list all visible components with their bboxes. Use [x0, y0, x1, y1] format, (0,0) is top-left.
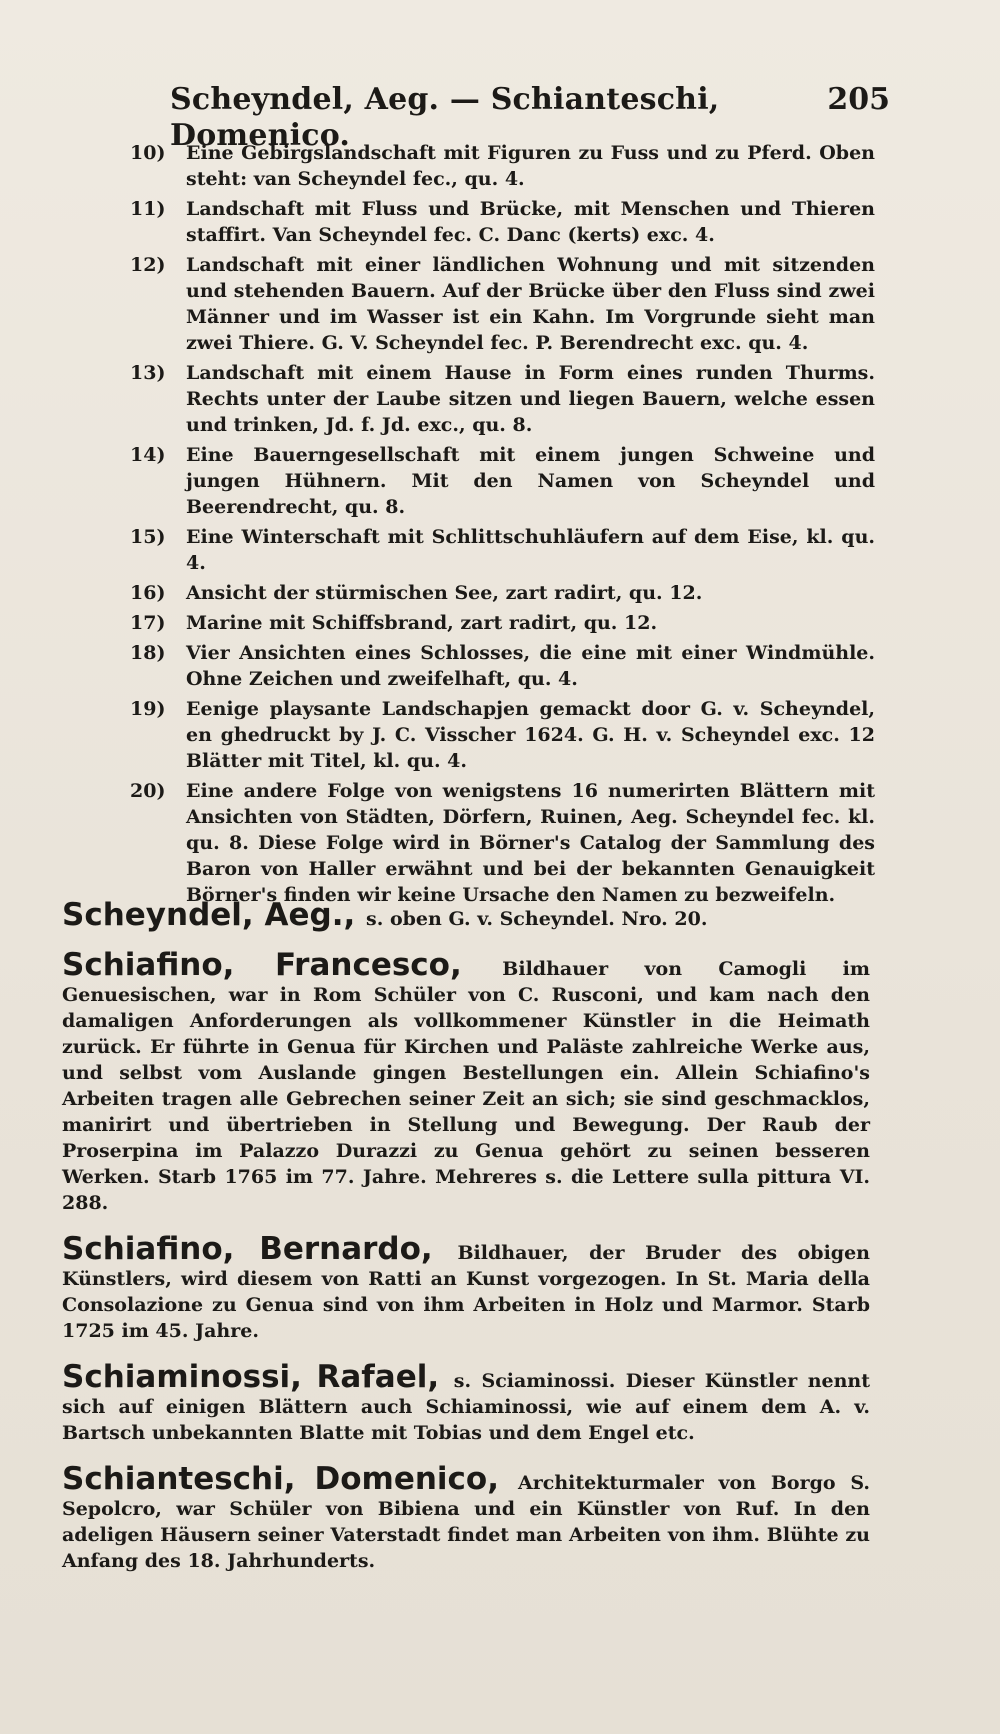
entry-number: 15): [130, 526, 166, 548]
list-item: [130, 252, 875, 356]
artist-description: s. oben G. v. Scheyndel. Nro. 20.: [366, 908, 708, 930]
entry-text: Eine Winterschaft mit Schlittschuhläufern auf dem Eise, kl. qu. 4.: [186, 526, 875, 574]
entry-text: Ansicht der stürmischen See, zart radirt, qu. 12.: [186, 582, 703, 604]
entry-text: Eine andere Folge von wenigstens 16 numerirten Blättern mit Ansichten von Städten, Dörfern, Ruinen, Aeg. Scheyndel fec. kl. qu. 8. Diese Folge wird in Börner's Catalog der Sammlung des Baron von Haller erwähnt und bei der bekannten Genauigkeit Börner's finden wir keine Ursache den Namen zu bezweifeln.: [186, 780, 875, 906]
entry-number: 20): [130, 780, 166, 802]
entry-number: 10): [130, 142, 166, 164]
list-item: [130, 196, 875, 248]
entry-text: Eenige playsante Landschapjen gemackt door G. v. Scheyndel, en ghedruckt by J. C. Visscher 1624. G. H. v. Scheyndel exc. 12 Blätter mit Titel, kl. qu. 4.: [186, 698, 875, 772]
list-item: [130, 610, 875, 636]
entry-number: 14): [130, 444, 166, 466]
entry-number: 16): [130, 582, 166, 604]
list-item: [130, 140, 875, 192]
list-item: [130, 696, 875, 774]
entry-text: Marine mit Schiffsbrand, zart radirt, qu. 12.: [186, 612, 658, 634]
artist-description: Architekturmaler von Borgo S. Sepolcro, war Schüler von Bibiena und ein Künstler von Ruf. In den adeligen Häusern seiner Vaterstadt findet man Arbeiten von ihm. Blühte zu Anfang des 18. Jahrhunderts.: [62, 1472, 870, 1572]
artist-description: Bildhauer, der Bruder des obigen Künstlers, wird diesem von Ratti an Kunst vorgezogen. In St. Maria della Consolazione zu Genua sind von ihm Arbeiten in Holz und Marmor. Starb 1725 im 45. Jahre.: [62, 1242, 870, 1342]
list-item: [130, 640, 875, 692]
entry-number: 18): [130, 642, 166, 664]
artist-entries: [62, 897, 871, 1592]
entry-number: 19): [130, 698, 166, 720]
artist-description: Bildhauer von Camogli im Genuesischen, war in Rom Schüler von C. Rusconi, und kam nach den damaligen Anforderungen als vollkommener Künstler in die Heimath zurück. Er führte in Genua für Kirchen und Paläste zahlreiche Werke aus, und selbst vom Auslande gingen Bestellungen ein. Allein Schiafino's Arbeiten tragen alle Gebrechen seiner Zeit an sich; sie sind geschmacklos, manirirt und übertrieben in Stellung und Bewegung. Der Raub der Proserpina im Palazzo Durazzi zu Genua gehört zu seinen besseren Werken. Starb 1765 im 77. Jahre. Mehreres s. die Lettere sulla pittura VI. 288.: [62, 958, 870, 1214]
numbered-entries-list: [130, 140, 875, 912]
artist-name: Schianteschi, Domenico,: [62, 1461, 518, 1497]
entry-text: Landschaft mit einem Hause in Form eines runden Thurms. Rechts unter der Laube sitzen und liegen Bauern, welche essen und trinken, Jd. f. Jd. exc., qu. 8.: [186, 362, 875, 436]
artist-entry: [62, 1359, 871, 1446]
entry-number: 17): [130, 612, 166, 634]
artist-entry: [62, 1231, 870, 1344]
artist-entry: [62, 947, 870, 1216]
entry-number: 11): [130, 198, 166, 220]
list-item: [130, 442, 875, 520]
entry-number: 13): [130, 362, 166, 384]
artist-entry: [62, 1461, 870, 1574]
list-item: [130, 580, 875, 606]
artist-name: Scheyndel, Aeg.,: [62, 897, 367, 933]
artist-entry: [62, 897, 870, 933]
list-item: [130, 778, 875, 908]
entry-text: Landschaft mit Fluss und Brücke, mit Menschen und Thieren staffirt. Van Scheyndel fec. C. Danc (kerts) exc. 4.: [186, 198, 875, 246]
running-title: Scheyndel, Aeg. — Schianteschi, Domenico.: [170, 82, 720, 153]
list-item: [130, 524, 875, 576]
artist-name: Schiafino, Francesco,: [62, 947, 503, 983]
entry-text: Vier Ansichten eines Schlosses, die eine mit einer Windmühle. Ohne Zeichen und zweifelhaft, qu. 4.: [186, 642, 875, 690]
page-number: 205: [827, 82, 890, 117]
entry-number: 12): [130, 254, 166, 276]
artist-description: s. Sciaminossi. Dieser Künstler nennt sich auf einigen Blättern auch Schiaminossi, wie auf einem dem A. v. Bartsch unbekannten Blatte mit Tobias und dem Engel etc.: [62, 1370, 871, 1444]
list-item: [130, 360, 875, 438]
entry-text: Eine Gebirgslandschaft mit Figuren zu Fuss und zu Pferd. Oben steht: van Scheyndel fec., qu. 4.: [186, 142, 875, 190]
entry-text: Eine Bauerngesellschaft mit einem jungen Schweine und jungen Hühnern. Mit den Namen von Scheyndel und Beerendrecht, qu. 8.: [186, 444, 875, 518]
artist-name: Schiaminossi, Rafael,: [62, 1359, 454, 1395]
entry-text: Landschaft mit einer ländlichen Wohnung und mit sitzenden und stehenden Bauern. Auf der Brücke über den Fluss sind zwei Männer und im Wasser ist ein Kahn. Im Vorgrunde sieht man zwei Thiere. G. V. Scheyndel fec. P. Berendrecht exc. qu. 4.: [186, 254, 875, 354]
artist-name: Schiafino, Bernardo,: [62, 1231, 458, 1267]
